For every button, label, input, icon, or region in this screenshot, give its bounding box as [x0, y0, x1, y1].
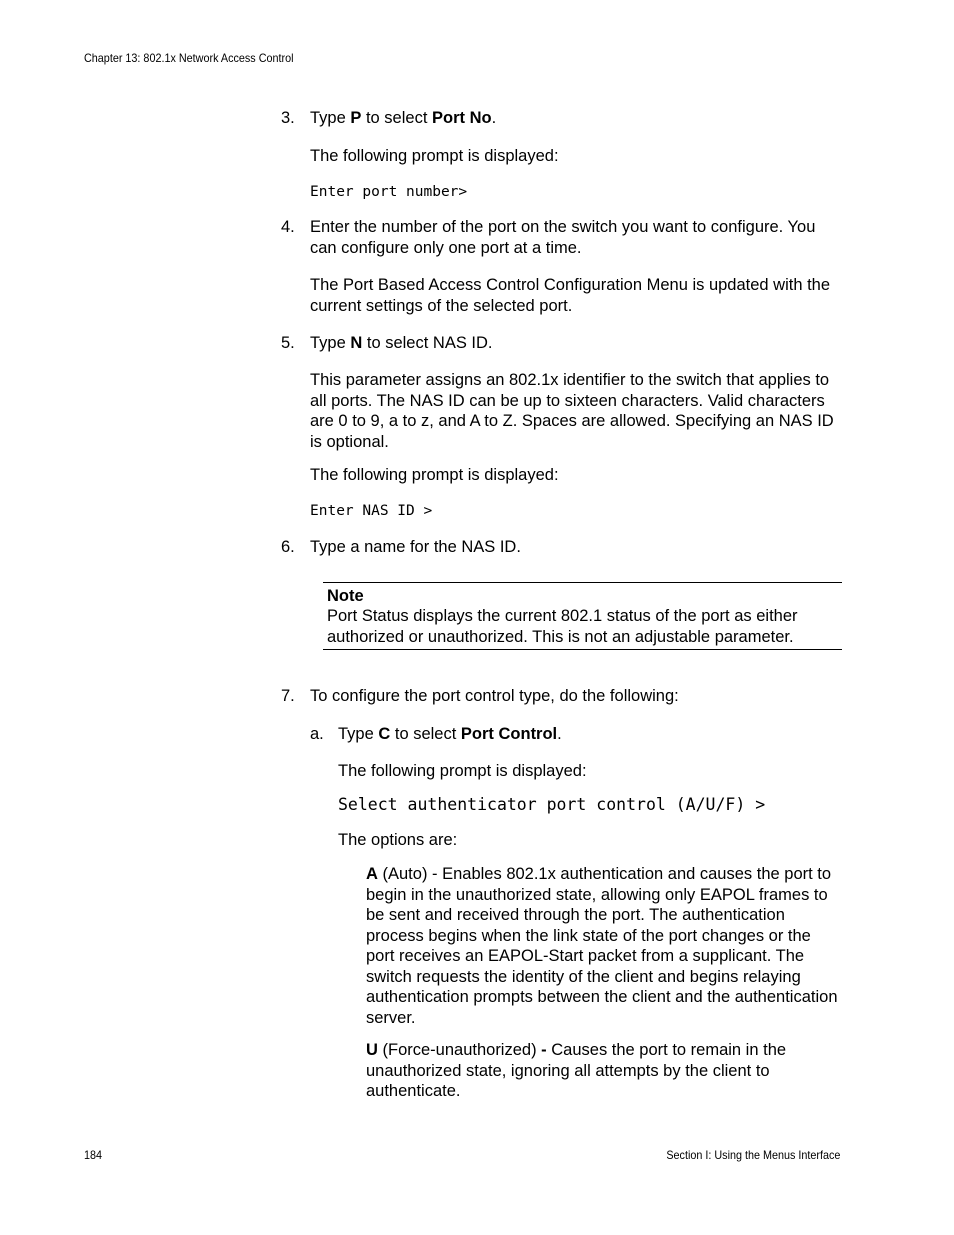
options-intro: The options are:	[338, 831, 458, 849]
key-p: P	[350, 109, 362, 127]
key-n: N	[350, 334, 363, 352]
substep-a-letter: a.	[310, 725, 324, 743]
step-5-text: Type N to select NAS ID.	[310, 334, 493, 352]
menu-option-port-no: Port No	[432, 109, 492, 127]
step-3-prompt: Enter port number>	[310, 184, 468, 200]
note-box	[323, 582, 842, 650]
step-3-prompt-intro: The following prompt is displayed:	[310, 147, 559, 165]
step-5-prompt-intro: The following prompt is displayed:	[310, 466, 559, 484]
step-6-text: Type a name for the NAS ID.	[310, 538, 521, 556]
option-u-description: U (Force-unauthorized) - Causes the port to remain in the unauthorized state, ignoring all attempts by the client to authenticate.	[366, 1041, 787, 1100]
option-u-key: U	[366, 1041, 378, 1059]
step-6-number: 6.	[281, 538, 295, 556]
running-header: Chapter 13: 802.1x Network Access Control	[84, 51, 294, 65]
step-4-text: Enter the number of the port on the switch you want to configure. You can configure only one port at a time.	[310, 218, 816, 257]
substep-a-text: Type C to select Port Control.	[338, 725, 562, 743]
step-5-number: 5.	[281, 334, 295, 352]
step-3-number: 3.	[281, 109, 295, 127]
option-a-key: A	[366, 865, 378, 883]
step-4-followup: The Port Based Access Control Configuration Menu is updated with the current settings of the selected port.	[310, 276, 831, 315]
option-a-description: A (Auto) - Enables 802.1x authentication and causes the port to begin in the unauthorized state, allowing only EAPOL frames to be sent and received through the port. The authentication process begins when the link state of the port changes or the port receives an EAPOL-Start packet from a supplicant. The switch requests the identity of the client and begins relaying authentication prompts between the client and the authentication server.	[366, 865, 838, 1027]
page-number: 184	[84, 1148, 103, 1162]
step-7-number: 7.	[281, 687, 295, 705]
key-c: C	[378, 725, 391, 743]
step-7-text: To configure the port control type, do the following:	[310, 687, 679, 705]
note-title: Note	[327, 587, 364, 605]
step-3-text: Type P to select Port No.	[310, 109, 497, 127]
menu-option-port-control: Port Control	[460, 725, 558, 743]
substep-a-prompt: Select authenticator port control (A/U/F) >	[338, 795, 766, 814]
step-5-prompt: Enter NAS ID >	[310, 503, 433, 519]
note-body: Port Status displays the current 802.1 status of the port as either authorized or unauthorized. This is not an adjustable parameter.	[327, 607, 798, 646]
running-footer: Section I: Using the Menus Interface	[665, 1148, 840, 1162]
step-5-description: This parameter assigns an 802.1x identifier to the switch that applies to all ports. The NAS ID can be up to sixteen characters. Valid characters are 0 to 9, a to z, and A to Z. Spaces are allowed. Specifying an NAS ID is optional.	[310, 371, 834, 451]
substep-a-prompt-intro: The following prompt is displayed:	[338, 762, 587, 780]
step-4-number: 4.	[281, 218, 295, 236]
